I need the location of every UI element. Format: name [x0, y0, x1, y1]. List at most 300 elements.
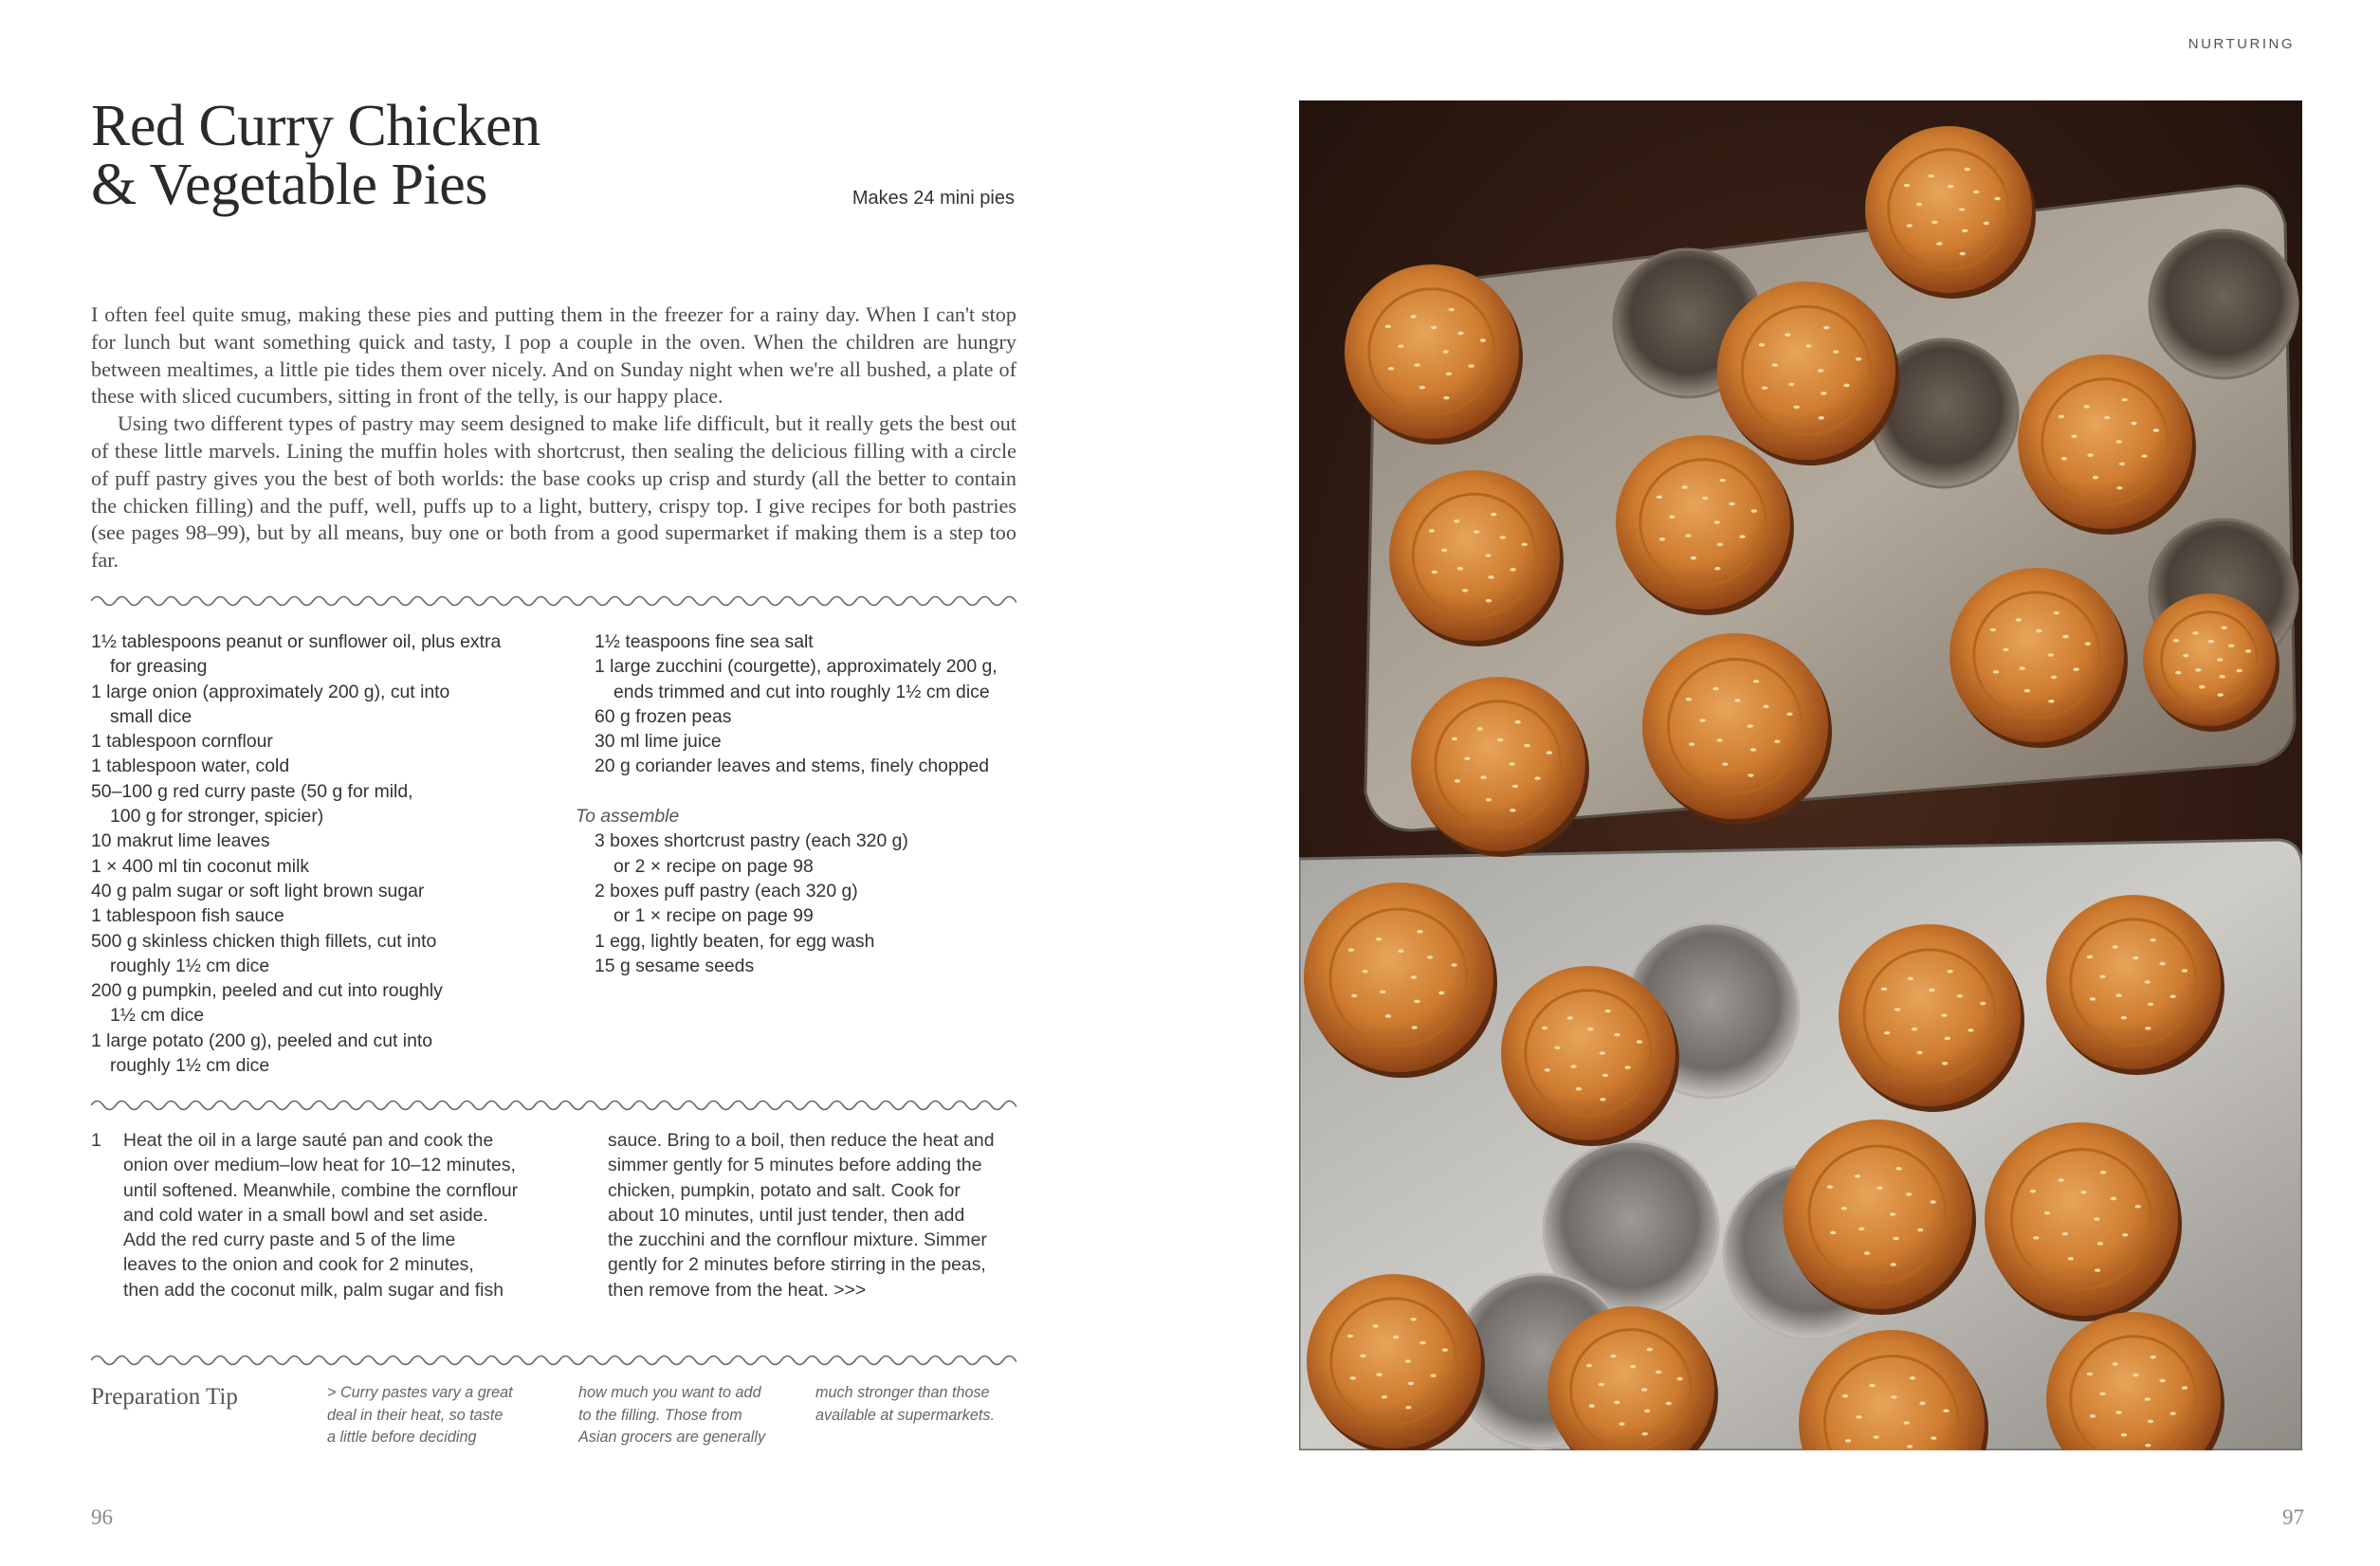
sesame-seed	[1823, 326, 1829, 330]
sesame-seed	[1818, 369, 1823, 373]
sesame-seed	[1929, 989, 1934, 992]
ingredient-1-cont: for greasing	[110, 656, 208, 678]
sesame-seed	[2159, 1379, 2165, 1383]
sesame-seed	[1947, 970, 1952, 974]
sesame-seed	[1685, 534, 1691, 537]
sesame-seed	[2169, 994, 2175, 998]
sesame-seed	[2133, 956, 2138, 960]
sesame-seed	[1912, 1028, 1917, 1031]
sesame-seed	[1908, 977, 1913, 981]
pie-2	[1345, 264, 1519, 439]
ingredients-column-2	[576, 629, 1021, 978]
pie-17	[1985, 1122, 2178, 1316]
sesame-seed	[1793, 406, 1799, 410]
sesame-seed	[1477, 727, 1483, 731]
sesame-seed	[1943, 1409, 1949, 1412]
sesame-seed	[2150, 938, 2155, 942]
sesame-seed	[1619, 1422, 1624, 1426]
sesame-seed	[1716, 738, 1722, 742]
sesame-seed	[2053, 611, 2059, 615]
ingredient-10-cont: roughly 1½ cm dice	[110, 955, 270, 976]
pie-14	[1839, 924, 2021, 1106]
sesame-seed	[1442, 1348, 1448, 1352]
sesame-seed	[1840, 1207, 1846, 1211]
sesame-seed	[1702, 497, 1708, 501]
sesame-seed	[1485, 554, 1491, 557]
sesame-seed	[1587, 1028, 1593, 1031]
sesame-seed	[1462, 589, 1468, 592]
sesame-seed	[1419, 1341, 1425, 1345]
sesame-seed	[2115, 993, 2121, 997]
sesame-seed	[2228, 644, 2234, 647]
sesame-seed	[2059, 415, 2064, 419]
method-col2-line-3: chicken, pumpkin, potato and salt. Cook for	[608, 1179, 961, 1201]
sesame-seed	[1630, 1365, 1636, 1369]
sesame-seed	[1714, 520, 1720, 524]
sesame-seed	[1928, 174, 1933, 178]
sesame-seed	[1385, 325, 1391, 329]
sesame-seed	[2145, 1397, 2151, 1401]
sesame-seed	[1980, 1002, 1986, 1006]
method-col1-line-2: onion over medium–low heat for 10–12 minutes,	[123, 1155, 516, 1176]
sesame-seed	[2173, 639, 2179, 643]
sesame-seed	[1941, 1013, 1947, 1017]
sesame-seed	[1448, 308, 1454, 312]
sesame-seed	[1451, 963, 1456, 967]
sesame-seed	[2084, 405, 2090, 409]
sesame-seed	[1748, 774, 1753, 777]
method-col2-line-4: about 10 minutes, until just tender, then add	[608, 1204, 965, 1226]
sesame-seed	[1610, 1355, 1616, 1358]
sesame-seed	[2153, 428, 2159, 432]
sesame-seed	[2071, 434, 2077, 438]
tip-col2-line-2: to the filling. Those from	[578, 1406, 742, 1424]
pie-3	[1717, 282, 1895, 460]
sesame-seed	[1547, 751, 1552, 755]
ingredient-2-cont: small dice	[110, 705, 192, 727]
sesame-seed	[1827, 1185, 1833, 1189]
sesame-seed	[1772, 363, 1778, 367]
sesame-seed	[1917, 1229, 1923, 1232]
sesame-seed	[2019, 666, 2024, 670]
sesame-seed	[1931, 221, 1937, 225]
sesame-seed	[1842, 1394, 1848, 1398]
sesame-seed	[1856, 1415, 1861, 1419]
sesame-seed	[1891, 1263, 1896, 1266]
sesame-seed	[1589, 1404, 1595, 1408]
sesame-seed	[1382, 1395, 1387, 1399]
sesame-seed	[1877, 1187, 1882, 1191]
sesame-seed	[1599, 1383, 1604, 1387]
sesame-seed	[1510, 809, 1515, 812]
method-col2-line-6: gently for 2 minutes before stirring in the peas,	[608, 1254, 986, 1276]
sesame-seed	[1411, 975, 1417, 979]
sesame-seed	[2099, 974, 2105, 978]
sesame-seed	[1443, 350, 1449, 354]
sesame-seed	[1414, 1000, 1419, 1004]
sesame-seed	[1614, 1033, 1620, 1037]
sesame-seed	[1916, 1051, 1922, 1055]
recipe-intro	[91, 301, 1016, 574]
ingredient-b-5: 20 g coriander leaves and stems, finely chopped	[595, 756, 990, 777]
sesame-seed	[1942, 1062, 1948, 1065]
sesame-seed	[2219, 675, 2224, 679]
sesame-seed	[1785, 333, 1790, 337]
sesame-seed	[2085, 642, 2091, 646]
sesame-seed	[2236, 669, 2242, 673]
sesame-seed	[1405, 1359, 1411, 1363]
ingredient-5-cont: 100 g for stronger, spicier)	[110, 806, 324, 828]
sesame-seed	[2145, 1027, 2151, 1030]
sesame-seed	[2003, 647, 2008, 651]
sesame-seed	[1408, 1382, 1414, 1386]
tip-column-3	[815, 1382, 995, 1427]
sesame-seed	[1957, 994, 1963, 998]
tip-column-2	[578, 1382, 765, 1449]
sesame-seed	[1962, 229, 1968, 233]
sesame-seed	[2030, 1190, 2036, 1193]
sesame-seed	[2217, 658, 2223, 662]
sesame-seed	[1457, 332, 1463, 336]
sesame-seed	[2131, 422, 2136, 426]
method-col1-line-7: then add the coconut milk, palm sugar and fish	[123, 1279, 503, 1301]
recipe-yield: Makes 24 mini pies	[851, 188, 1015, 209]
sesame-seed	[1833, 350, 1839, 354]
sesame-seed	[2121, 1016, 2127, 1020]
assemble-item-1-cont: or 2 × recipe on page 98	[613, 855, 814, 877]
sesame-seed	[2116, 486, 2122, 490]
sesame-seed	[1858, 1228, 1864, 1231]
intro-paragraph-2: Using two different types of pastry may seem designed to make life difficult, but it really gets the best out of these little marvels. Lining the muffin holes with shortcrust, then sealing the delicious filling with a circle of puff pastry gives you the best of both worlds: the base cooks up crisp and sturdy (all the better to contain the chicken filling) and the puff, well, puffs up to a light, buttery, crispy top. I give recipes for both pastries (see pages 98–99), but by all means, buy one or both from a good supermarket if making them is a step too far.	[91, 411, 1016, 573]
sesame-seed	[1429, 529, 1435, 533]
sesame-seed	[1510, 568, 1515, 572]
sesame-seed	[1676, 1377, 1682, 1381]
ingredient-1: 1½ tablespoons peanut or sunflower oil, plus extra	[91, 631, 502, 652]
sesame-seed	[1916, 203, 1922, 207]
method-col1-line-6: leaves to the onion and cook for 2 minutes,	[123, 1254, 474, 1276]
method-col1-line-5: Add the red curry paste and 5 of the lime	[123, 1229, 456, 1251]
assemble-item-3: 1 egg, lightly beaten, for egg wash	[595, 930, 875, 952]
sesame-seed	[1567, 1016, 1573, 1020]
sesame-seed	[1586, 1364, 1592, 1368]
sesame-seed	[1759, 343, 1765, 347]
sesame-seed	[2051, 676, 2057, 680]
sesame-seed	[1362, 970, 1367, 974]
sesame-seed	[2099, 1392, 2105, 1395]
sesame-seed	[1641, 1388, 1647, 1392]
sesame-seed	[2207, 640, 2213, 644]
ingredient-12: 1 large potato (200 g), peeled and cut into	[91, 1029, 433, 1051]
sesame-seed	[1398, 344, 1403, 348]
sesame-seed	[1417, 930, 1422, 934]
sesame-seed	[2073, 667, 2078, 671]
sesame-seed	[1659, 537, 1665, 541]
sesame-seed	[1945, 1037, 1950, 1041]
sesame-seed	[1438, 992, 1444, 995]
wavy-divider-1	[91, 594, 1016, 608]
pie-4	[2018, 355, 2192, 529]
sesame-seed	[2119, 463, 2125, 466]
sesame-seed	[1414, 363, 1419, 367]
sesame-seed	[1350, 1376, 1356, 1380]
sesame-seed	[2148, 1003, 2153, 1007]
sesame-seed	[1948, 185, 1953, 189]
sesame-seed	[1600, 1098, 1605, 1102]
recipe-title	[91, 94, 850, 217]
sesame-seed	[1714, 567, 1720, 571]
method-col2-line-7: then remove from the heat. >>>	[608, 1279, 867, 1301]
ingredient-11-cont: 1½ cm dice	[110, 1005, 205, 1027]
sesame-seed	[2044, 1211, 2050, 1215]
sesame-seed	[2104, 416, 2110, 420]
method-col2-line-2: simmer gently for 5 minutes before adding the	[608, 1155, 982, 1176]
sesame-seed	[1739, 535, 1745, 538]
sesame-seed	[1388, 367, 1394, 371]
ingredient-b-2: 1 large zucchini (courgette), approximately 200 g,	[595, 656, 998, 678]
sesame-seed	[1907, 224, 1913, 228]
sesame-seed	[1821, 392, 1826, 395]
sesame-seed	[1360, 1354, 1365, 1357]
sesame-seed	[1884, 1031, 1890, 1035]
assemble-item-4: 15 g sesame seeds	[595, 955, 755, 976]
sesame-seed	[2016, 618, 2022, 622]
sesame-seed	[1512, 785, 1518, 789]
sesame-seed	[1881, 987, 1887, 991]
sesame-seed	[1441, 549, 1447, 553]
sesame-seed	[1931, 1436, 1936, 1440]
sesame-seed	[1666, 1402, 1672, 1406]
sesame-seed	[1805, 344, 1811, 348]
sesame-seed	[1843, 384, 1849, 388]
pie-6	[1616, 435, 1790, 610]
sesame-seed	[2115, 1411, 2121, 1414]
sesame-seed	[1637, 1040, 1642, 1044]
sesame-seed	[1602, 1074, 1608, 1078]
pie-8	[1950, 568, 2124, 742]
tip-col1-line-2: deal in their heat, so taste	[327, 1406, 503, 1424]
sesame-seed	[1514, 720, 1520, 724]
sesame-seed	[1864, 1251, 1870, 1255]
sesame-seed	[2135, 1205, 2141, 1209]
sesame-seed	[1873, 1435, 1878, 1439]
sesame-seed	[1904, 184, 1910, 188]
pie-18	[1307, 1274, 1481, 1448]
sesame-seed	[1919, 1402, 1925, 1406]
assemble-item-2-cont: or 1 × recipe on page 99	[613, 905, 814, 927]
sesame-seed	[1376, 938, 1382, 941]
pie-12	[1304, 883, 1493, 1072]
sesame-seed	[1965, 168, 1970, 172]
sesame-seed	[2113, 945, 2118, 949]
sesame-seed	[1686, 698, 1692, 701]
tip-col1-line-1: > Curry pastes vary a great	[327, 1384, 513, 1401]
ingredient-11: 200 g pumpkin, peeled and cut into roughly	[91, 980, 443, 1002]
sesame-seed	[1393, 1336, 1399, 1339]
ingredients-column-1	[91, 629, 556, 1078]
sesame-seed	[2061, 457, 2067, 461]
sesame-seed	[1385, 1014, 1391, 1018]
sesame-seed	[2195, 668, 2201, 672]
sesame-seed	[1412, 1026, 1418, 1029]
sesame-seed	[1907, 1445, 1913, 1448]
sesame-seed	[1904, 1421, 1910, 1425]
method-col2-line-5: the zucchini and the cornflour mixture. Simmer	[608, 1229, 987, 1251]
pie-10	[1642, 633, 1828, 819]
sesame-seed	[1748, 724, 1753, 728]
sesame-seed	[1856, 357, 1861, 361]
sesame-seed	[1432, 571, 1437, 574]
sesame-seed	[2087, 956, 2093, 959]
method-step-number: 1	[91, 1130, 101, 1151]
sesame-seed	[1641, 1432, 1647, 1436]
sesame-seed	[1669, 515, 1675, 519]
ingredient-b-1: 1½ teaspoons fine sea salt	[595, 631, 814, 652]
sesame-seed	[1656, 1371, 1661, 1375]
sesame-seed	[1890, 1212, 1895, 1216]
ingredient-3: 1 tablespoon cornflour	[91, 731, 273, 753]
sesame-seed	[1830, 1231, 1836, 1235]
sesame-seed	[2245, 649, 2251, 653]
sesame-seed	[2159, 962, 2165, 966]
sesame-seed	[1994, 197, 2000, 201]
sesame-seed	[2087, 1373, 2093, 1376]
pie-9	[1411, 677, 1585, 851]
ingredient-b-4: 30 ml lime juice	[595, 731, 722, 753]
sesame-seed	[1699, 719, 1705, 722]
sesame-seed	[1689, 742, 1694, 746]
sesame-seed	[1845, 1439, 1851, 1443]
sesame-seed	[2183, 654, 2188, 658]
method-col1-line-1: Heat the oil in a large sauté pan and cook the	[123, 1130, 494, 1151]
ingredient-10: 500 g skinless chicken thigh fillets, cut into	[91, 930, 437, 952]
sesame-seed	[1722, 762, 1728, 766]
sesame-seed	[2080, 1191, 2086, 1194]
sesame-seed	[2199, 685, 2205, 689]
sesame-seed	[1682, 485, 1688, 489]
sesame-seed	[1431, 326, 1437, 330]
wavy-divider-2	[91, 1099, 1016, 1112]
sesame-seed	[2121, 1433, 2127, 1437]
sesame-seed	[1763, 705, 1768, 709]
sesame-seed	[1869, 1384, 1875, 1388]
sesame-seed	[1893, 1237, 1898, 1241]
sesame-seed	[2068, 1257, 2074, 1261]
intro-paragraph-1: I often feel quite smug, making these pies and putting them in the freezer for a rainy day. When I can't stop for lunch but want something quick and tasty, I pop a couple in the oven. When the children are hungry between mealtimes, a little pie tides them over nicely. And on Sunday night when we're all bushed, a plate of these with sliced cucumbers, sitting in front of the telly, is our happy place.	[91, 302, 1016, 409]
sesame-seed	[2036, 629, 2041, 633]
sesame-seed	[1614, 1401, 1620, 1405]
sesame-seed	[1474, 530, 1479, 534]
sesame-seed	[1895, 1167, 1901, 1171]
sesame-seed	[1500, 536, 1506, 539]
sesame-seed	[1419, 386, 1425, 390]
sesame-seed	[1657, 496, 1662, 500]
sesame-seed	[1554, 1046, 1560, 1049]
sesame-seed	[1347, 1335, 1353, 1338]
sesame-seed	[1719, 479, 1725, 483]
sesame-seed	[1753, 680, 1759, 683]
sesame-seed	[1570, 1065, 1576, 1068]
sesame-seed	[1819, 416, 1824, 420]
sesame-seed	[2111, 1197, 2116, 1201]
sesame-seed	[2182, 1386, 2188, 1390]
sesame-seed	[1446, 373, 1452, 376]
sesame-seed	[2133, 1374, 2138, 1377]
sesame-seed	[1480, 775, 1486, 779]
sesame-seed	[2175, 671, 2181, 675]
tip-col3-line-2: available at supermarkets.	[815, 1406, 995, 1424]
sesame-seed	[1788, 383, 1794, 387]
sesame-seed	[2094, 1217, 2099, 1221]
sesame-seed	[1959, 252, 1965, 256]
sesame-seed	[1762, 386, 1767, 390]
sesame-seed	[2122, 1233, 2128, 1237]
sesame-seed	[1691, 556, 1696, 560]
sesame-seed	[1968, 1029, 1973, 1032]
recipe-title-line-2: & Vegetable Pies	[91, 153, 487, 217]
method-col1-line-4: and cold water in a small bowl and set aside.	[123, 1204, 488, 1226]
sesame-seed	[1751, 509, 1757, 513]
sesame-seed	[2097, 1242, 2103, 1246]
sesame-seed	[2145, 980, 2151, 984]
sesame-seed	[2222, 626, 2227, 629]
sesame-seed	[1895, 1008, 1900, 1011]
method-column-1	[123, 1128, 559, 1302]
sesame-seed	[1545, 1068, 1550, 1072]
sesame-seed	[1468, 364, 1474, 368]
pie-5	[1389, 470, 1560, 641]
sesame-seed	[1411, 315, 1417, 319]
sesame-seed	[1348, 948, 1354, 952]
sesame-seed	[1712, 687, 1718, 691]
sesame-seed	[2090, 997, 2096, 1001]
sesame-seed	[1993, 670, 1999, 674]
sesame-seed	[1486, 599, 1492, 603]
method-col2-line-1: sauce. Bring to a boil, then reduce the heat and	[608, 1130, 995, 1151]
sesame-seed	[1936, 242, 1942, 246]
sesame-seed	[1405, 1406, 1411, 1410]
sesame-seed	[1522, 543, 1528, 547]
sesame-seed	[1491, 513, 1496, 517]
sesame-seed	[1717, 543, 1723, 547]
sesame-seed	[1497, 738, 1503, 742]
sesame-seed	[1644, 1410, 1650, 1413]
sesame-seed	[1990, 628, 1996, 632]
sesame-seed	[2093, 476, 2098, 480]
tip-col2-line-1: how much you want to add	[578, 1384, 761, 1401]
assemble-item-2: 2 boxes puff pastry (each 320 g)	[595, 880, 858, 901]
sesame-seed	[2048, 700, 2054, 703]
pie-16	[1783, 1120, 1972, 1309]
sesame-seed	[1534, 776, 1540, 780]
sesame-seed	[1984, 222, 1989, 226]
sesame-seed	[1855, 1174, 1860, 1178]
sesame-seed	[1373, 1324, 1379, 1328]
sesame-seed	[2121, 398, 2127, 402]
sesame-seed	[1959, 208, 1965, 211]
sesame-seed	[2024, 689, 2030, 693]
sesame-seed	[1398, 950, 1403, 954]
sesame-seed	[2090, 1414, 2096, 1418]
sesame-seed	[1600, 1051, 1605, 1055]
ingredient-5: 50–100 g red curry paste (50 g for mild,	[91, 780, 413, 802]
sesame-seed	[1604, 1010, 1610, 1013]
empty-cup-top-3	[2150, 230, 2298, 378]
tip-col3-line-1: much stronger than those	[815, 1384, 990, 1401]
sesame-seed	[1430, 1374, 1436, 1377]
sesame-seed	[2087, 453, 2093, 457]
sesame-seed	[2145, 1444, 2151, 1448]
sesame-seed	[2169, 1411, 2175, 1415]
